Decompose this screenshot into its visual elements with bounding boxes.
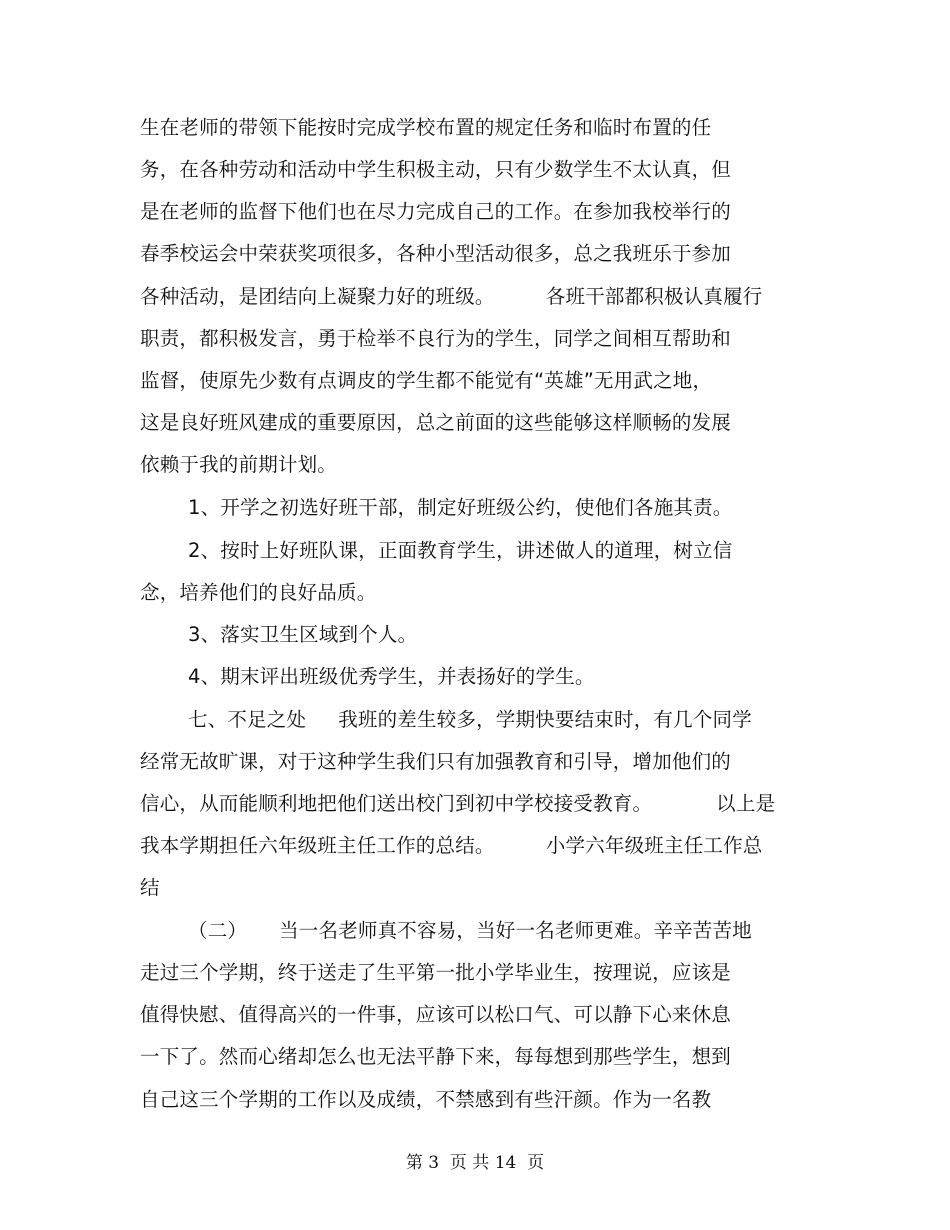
text-line-8: 这是良好班风建成的重要原因，总之前面的这些能够这样顺畅的发展 — [140, 411, 732, 434]
text-line-9: 依赖于我的前期计划。 — [140, 453, 338, 476]
text-line-5: 各种活动，是团结向上凝聚力好的班级。 各班干部都积极认真履行 — [140, 285, 763, 308]
text-line-24: 自己这三个学期的工作以及成绩，不禁感到有些汗颜。作为一名教 — [140, 1088, 712, 1111]
list-item-2: 2、按时上好班队课，正面教育学生，讲述做人的道理，树立信 — [188, 539, 733, 562]
section-heading-shortcomings: 七、不足之处 我班的差生较多，学期快要结束时，有几个同学 — [188, 708, 752, 731]
section-heading-two: （二） 当一名老师真不容易，当好一名老师更难。辛辛苦苦地 — [188, 919, 752, 942]
text-line-16: 经常无故旷课，对于这种学生我们只有加强教育和引导，增加他们的 — [140, 750, 732, 773]
text-line-1: 生在老师的带领下能按时完成学校布置的规定任务和临时布置的任 — [140, 116, 712, 139]
text-line-19: 结 — [140, 876, 160, 899]
text-line-18: 我本学期担任六年级班主任工作的总结。 小学六年级班主任工作总 — [140, 834, 763, 857]
text-line-7: 监督，使原先少数有点调皮的学生都不能觉有“英雄”无用武之地， — [140, 369, 713, 392]
text-line-6: 职责，都积极发言，勇于检举不良行为的学生，同学之间相互帮助和 — [140, 327, 732, 350]
text-line-21: 走过三个学期，终于送走了生平第一批小学毕业生，按理说，应该是 — [140, 961, 732, 984]
text-line-3: 是在老师的监督下他们也在尽力完成自己的工作。在参加我校举行的 — [140, 200, 732, 223]
list-item-4: 4、期末评出班级优秀学生，并表扬好的学生。 — [188, 665, 595, 688]
page-number-footer: 第 3 页 共 14 页 — [405, 1153, 545, 1173]
text-line-23: 一下了。然而心绪却怎么也无法平静下来，每每想到那些学生，想到 — [140, 1045, 732, 1068]
list-item-1: 1、开学之初选好班干部，制定好班级公约，使他们各施其责。 — [188, 496, 733, 519]
text-line-22: 值得快慰、值得高兴的一件事，应该可以松口气、可以静下心来休息 — [140, 1003, 732, 1026]
text-line-2: 务，在各种劳动和活动中学生积极主动，只有少数学生不太认真，但 — [140, 158, 732, 181]
text-line-12: 念，培养他们的良好品质。 — [140, 581, 377, 604]
text-line-4: 春季校运会中荣获奖项很多，各种小型活动很多，总之我班乐于参加 — [140, 242, 732, 265]
list-item-3: 3、落实卫生区域到个人。 — [188, 623, 418, 646]
text-line-17: 信心，从而能顺利地把他们送出校门到初中学校接受教育。 以上是 — [140, 792, 776, 815]
